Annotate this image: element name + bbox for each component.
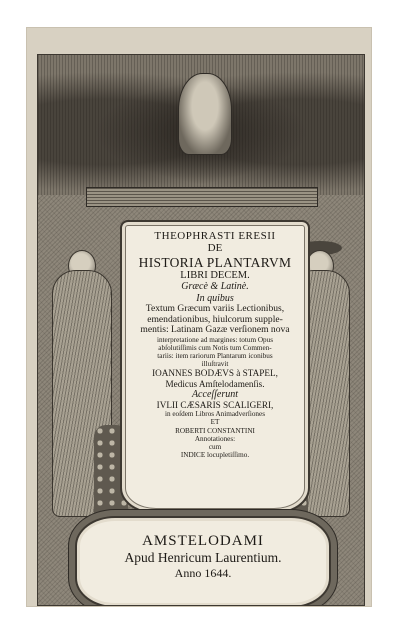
accesserunt-line: Acceſſerunt [191, 388, 239, 400]
imprint-text [77, 532, 329, 581]
description-line: abſolutiſſimis cum Notis tum Commen- [158, 344, 272, 353]
description-line: tariis: item rariorum Plantarum iconibus [157, 352, 273, 361]
editor-name: IOANNES BODÆVS à STAPEL, [152, 368, 278, 379]
constantin-name: ROBERTI CONSTANTINI [175, 426, 255, 435]
work-title: HISTORIA PLANTARVM [138, 254, 292, 270]
in-quibus-line: In quibus [196, 292, 234, 304]
title-text-block [128, 230, 302, 459]
imprint-city: AMSTELODAMI [142, 533, 264, 549]
cum-line: cum [208, 442, 222, 451]
description-line: illuſtravit [201, 360, 229, 369]
de-line: DE [207, 242, 223, 255]
description-line: emendationibus, hiulcorum supple- [147, 313, 283, 325]
description-line: interpretatione ad margines: totum Opus [156, 336, 274, 345]
imprint-year: Anno 1644. [174, 566, 232, 581]
imprint-cartouche [75, 516, 331, 606]
annotationes-line: Annotationes: [194, 434, 236, 443]
et-line: ET [210, 418, 220, 427]
description-line: mentis: Latinam Gazæ verſionem nova [140, 324, 290, 336]
description-line: Textum Græcum variis Lectionibus, [145, 302, 285, 314]
editor-role: Medicus Amſtelodamenſis. [165, 378, 265, 389]
engraved-frontispiece [37, 54, 365, 606]
libri-line: LIBRI DECEM. [180, 269, 250, 281]
bust-of-theophrastus [178, 73, 232, 155]
scaliger-note: in eoſdem Libros Animadverſiones [164, 410, 265, 419]
author-line: THEOPHRASTI ERESII [154, 230, 276, 242]
scaliger-name: IVLII CÆSARIS SCALIGERI, [156, 400, 274, 411]
index-line: INDICE locupletiſſimo. [180, 450, 250, 459]
languages-line: Græcè & Latinè. [181, 281, 249, 293]
title-scroll [120, 220, 310, 514]
imprint-publisher: Apud Henricum Laurentium. [124, 550, 282, 565]
title-page [27, 28, 371, 606]
cornice [86, 187, 318, 207]
